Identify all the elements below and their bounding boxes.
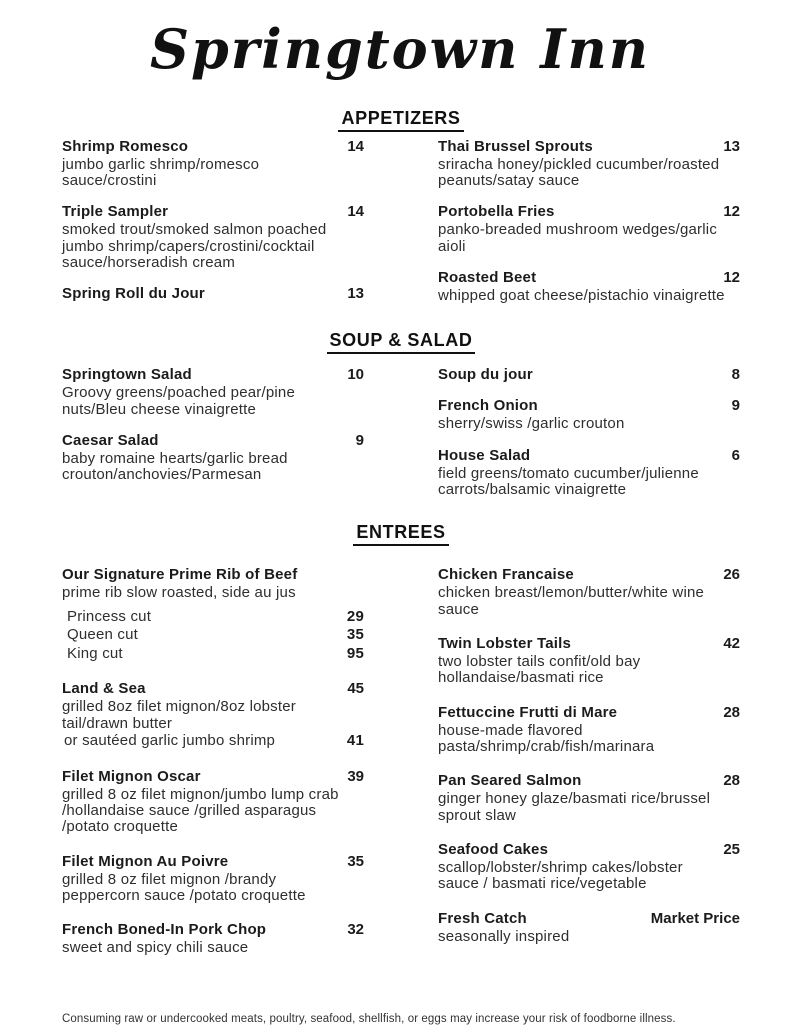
- item-description: baby romaine hearts/garlic bread crouton/anchovies/Parmesan: [62, 449, 288, 484]
- item-description: grilled 8oz filet mignon/8oz lobster tail/drawn butter: [62, 698, 296, 732]
- item-name: Shrimp Romesco: [62, 137, 189, 155]
- item-price: Market Price: [650, 909, 740, 927]
- item-extra-price: 41: [346, 732, 364, 750]
- item-description: seasonally inspired: [438, 927, 570, 945]
- item-header-row: [438, 203, 740, 220]
- menu-section-entrees: [62, 522, 740, 973]
- item-options: [62, 608, 364, 664]
- item-name: French Onion: [438, 397, 538, 415]
- menu-item: [438, 841, 740, 893]
- item-name: French Boned-In Pork Chop: [62, 921, 267, 939]
- item-price: 25: [723, 841, 740, 858]
- option-label: Queen cut: [67, 626, 139, 644]
- item-header-row: [62, 285, 364, 302]
- menu-item: [438, 910, 740, 945]
- item-header-row: [62, 680, 364, 697]
- menu-column-left: [62, 366, 364, 512]
- item-header-row: [62, 203, 364, 220]
- item-description: two lobster tails confit/old bay hollandaise/basmati rice: [438, 652, 641, 687]
- option-price: 35: [346, 626, 364, 644]
- menu-column-right: [438, 566, 740, 973]
- item-name: Roasted Beet: [438, 268, 537, 286]
- item-price: 14: [347, 203, 364, 221]
- item-description: ginger honey glaze/basmati rice/brussel sprout slaw: [438, 790, 711, 824]
- item-description: sherry/swiss /garlic crouton: [438, 415, 625, 433]
- item-name: Portobella Fries: [438, 203, 555, 221]
- footer-disclaimer: Consuming raw or undercooked meats, poultry, seafood, shellfish, or eggs may increase your risk of foodborne illness.: [62, 1012, 676, 1025]
- section-header-wrap: [62, 330, 740, 354]
- menu-item: [62, 138, 364, 190]
- item-price: 9: [731, 397, 740, 415]
- item-description: field greens/tomato cucumber/julienne carrots/balsamic vinaigrette: [438, 464, 699, 498]
- option-label: King cut: [67, 644, 123, 662]
- item-description: house-made flavored pasta/shrimp/crab/fish/marinara: [438, 721, 655, 755]
- menu-item: [438, 366, 740, 383]
- menu-section-soup-salad: [62, 330, 740, 512]
- item-header-row: [438, 269, 740, 286]
- item-header-row: [62, 566, 364, 583]
- menu-item: [438, 635, 740, 687]
- menu-section-appetizers: [62, 108, 740, 319]
- section-columns: [62, 138, 740, 319]
- item-description: sweet and spicy chili sauce: [62, 939, 249, 957]
- item-header-row: [438, 635, 740, 652]
- menu-item: [62, 366, 364, 418]
- item-header-row: [438, 841, 740, 858]
- item-name: Spring Roll du Jour: [62, 285, 205, 303]
- option-row: [62, 626, 364, 645]
- item-price: 6: [731, 446, 740, 464]
- menu-content: [0, 108, 800, 974]
- menu-item: [438, 772, 740, 824]
- item-header-row: [62, 921, 364, 938]
- item-name: Filet Mignon Au Poivre: [62, 852, 229, 870]
- option-label: Princess cut: [67, 607, 152, 625]
- menu-item: [438, 447, 740, 499]
- menu-item: [62, 680, 364, 750]
- item-description: panko-breaded mushroom wedges/garlic aioli: [438, 221, 718, 255]
- item-price: 13: [723, 137, 740, 155]
- menu-item: [438, 138, 740, 190]
- item-header-row: [62, 366, 364, 383]
- item-header-row: [62, 853, 364, 870]
- item-header-row: [438, 566, 740, 583]
- item-description: sriracha honey/pickled cucumber/roasted peanuts/satay sauce: [438, 155, 720, 189]
- item-description: chicken breast/lemon/butter/white wine sauce: [438, 584, 705, 618]
- menu-item: [62, 285, 364, 302]
- item-description: scallop/lobster/shrimp cakes/lobster sauce / basmati rice/vegetable: [438, 859, 683, 893]
- item-extra-label: or sautéed garlic jumbo shrimp: [64, 732, 276, 750]
- menu-item: [62, 203, 364, 271]
- menu-column-right: [438, 138, 740, 319]
- option-row: [62, 645, 364, 664]
- item-price: 12: [723, 268, 740, 286]
- item-name: Chicken Francaise: [438, 566, 574, 584]
- item-header-row: [438, 772, 740, 789]
- section-header-appetizers: APPETIZERS: [338, 108, 463, 132]
- menu-item: [62, 921, 364, 956]
- item-header-row: [62, 768, 364, 785]
- item-name: Our Signature Prime Rib of Beef: [62, 566, 298, 584]
- item-price: 45: [347, 680, 364, 698]
- item-header-row: [438, 447, 740, 464]
- section-columns: [62, 366, 740, 512]
- option-price: 29: [346, 607, 364, 625]
- item-name: Land & Sea: [62, 680, 146, 698]
- item-header-row: [62, 432, 364, 449]
- item-name: Fettuccine Frutti di Mare: [438, 703, 618, 721]
- section-header-wrap: [62, 522, 740, 546]
- menu-item: [438, 269, 740, 304]
- item-price: 14: [347, 137, 364, 155]
- item-price: 12: [723, 203, 740, 221]
- item-price: 28: [723, 703, 740, 721]
- item-name: Fresh Catch: [438, 909, 527, 927]
- item-description: grilled 8 oz filet mignon /brandy peppercorn sauce /potato croquette: [62, 870, 306, 905]
- item-description: jumbo garlic shrimp/romesco sauce/crostini: [62, 155, 260, 189]
- item-name: Pan Seared Salmon: [438, 772, 582, 790]
- item-name: Triple Sampler: [62, 203, 169, 221]
- section-columns: [62, 566, 740, 973]
- item-name: Thai Brussel Sprouts: [438, 137, 593, 155]
- item-description: prime rib slow roasted, side au jus: [62, 584, 296, 602]
- item-header-row: [62, 138, 364, 155]
- menu-item: [62, 768, 364, 836]
- section-header-entrees: ENTREES: [353, 522, 448, 546]
- item-price: 10: [347, 366, 364, 384]
- item-price: 28: [723, 772, 740, 790]
- menu-item: [438, 397, 740, 432]
- item-price: 32: [347, 921, 364, 939]
- item-header-row: [438, 366, 740, 383]
- section-header-soup-salad: SOUP & SALAD: [327, 330, 476, 354]
- menu-item: [62, 566, 364, 663]
- item-price: 35: [347, 852, 364, 870]
- menu-column-left: [62, 138, 364, 319]
- item-extra-row: [62, 732, 364, 751]
- item-name: Soup du jour: [438, 366, 533, 384]
- item-description: whipped goat cheese/pistachio vinaigrette: [438, 286, 725, 304]
- menu-item: [438, 203, 740, 255]
- item-header-row: [438, 138, 740, 155]
- item-price: 8: [731, 366, 740, 384]
- item-name: House Salad: [438, 446, 531, 464]
- item-name: Springtown Salad: [62, 366, 192, 384]
- restaurant-title: Springtown Inn: [149, 17, 651, 81]
- item-name: Twin Lobster Tails: [438, 634, 572, 652]
- item-description: smoked trout/smoked salmon poached jumbo shrimp/capers/crostini/cocktail sauce/horseradish cream: [62, 221, 327, 271]
- item-price: 13: [347, 285, 364, 303]
- item-header-row: [438, 397, 740, 414]
- item-description: Groovy greens/poached pear/pine nuts/Bleu cheese vinaigrette: [62, 384, 296, 418]
- menu-column-left: [62, 566, 364, 973]
- item-price: 39: [347, 767, 364, 785]
- item-price: 26: [723, 566, 740, 584]
- menu-item: [438, 566, 740, 618]
- item-header-row: [438, 704, 740, 721]
- menu-item: [438, 704, 740, 756]
- item-name: Filet Mignon Oscar: [62, 767, 201, 785]
- menu-column-right: [438, 366, 740, 512]
- menu-item: [62, 853, 364, 905]
- item-price: 9: [355, 431, 364, 449]
- item-header-row: [438, 910, 740, 927]
- item-price: 42: [723, 634, 740, 652]
- section-header-wrap: [62, 108, 740, 132]
- option-price: 95: [346, 644, 364, 662]
- item-name: Seafood Cakes: [438, 841, 549, 858]
- option-row: [62, 608, 364, 627]
- item-description: grilled 8 oz filet mignon/jumbo lump crab /hollandaise sauce /grilled asparagus /potato croquette: [62, 785, 339, 836]
- item-name: Caesar Salad: [62, 431, 159, 449]
- menu-item: [62, 432, 364, 484]
